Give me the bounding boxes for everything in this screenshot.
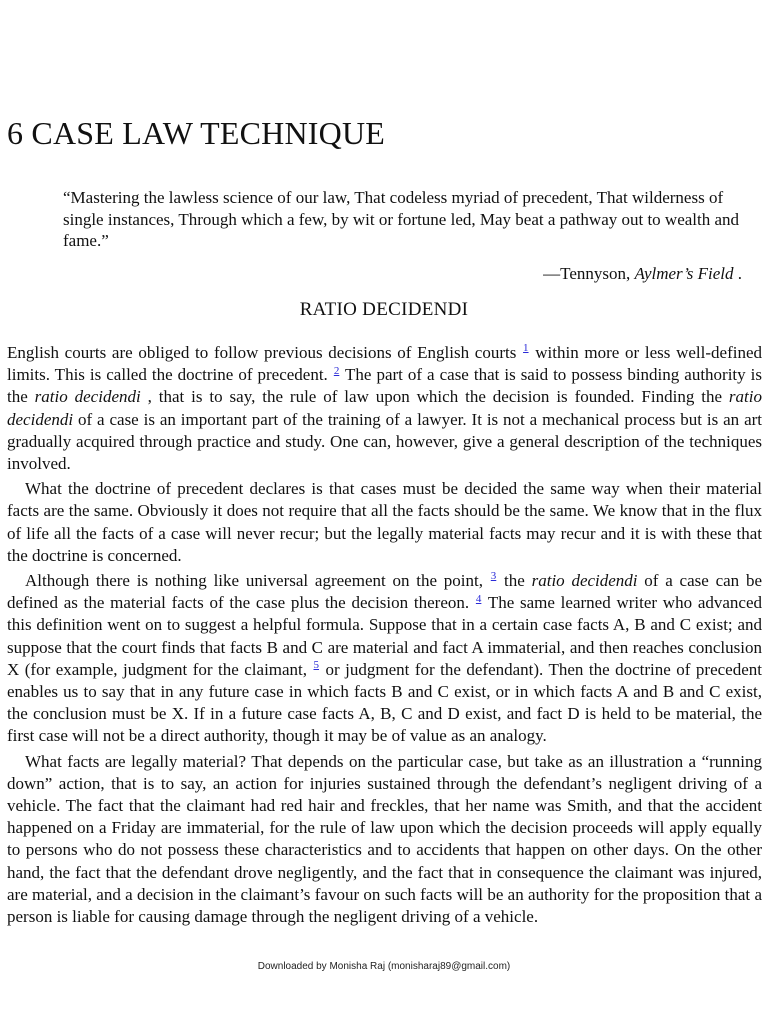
text-run: The same learned writer who advanced this definition went on to suggest a helpful formula. Suppose that in a certain case facts A, B and C exist; and suppose that the court finds that facts B and C are material and fact A immaterial, and then reaches conclusion X (for example, judgment for the claimant,: [7, 593, 763, 679]
section-heading: RATIO DECIDENDI: [299, 299, 469, 320]
text-run: Although there is nothing like universal agreement on the point,: [25, 571, 490, 591]
download-footer: Downloaded by Monisha Raj (monisharaj89@gmail.com): [257, 961, 511, 972]
footnote-link-1[interactable]: 1: [523, 342, 529, 355]
chapter-title: 6 CASE LAW TECHNIQUE: [7, 115, 386, 151]
italic-term: ratio decidendi: [34, 387, 141, 407]
italic-term: ratio decidendi: [7, 387, 762, 429]
epigraph-attribution: [543, 263, 742, 284]
text-run: the: [497, 571, 532, 591]
text-run: The part of a case that is said to possess binding authority is the: [7, 365, 762, 407]
footnote-link-4[interactable]: 4: [475, 592, 482, 605]
text-run: within more or less well-defined limits. This is called the doctrine of precedent.: [7, 343, 762, 385]
paragraph-2: What the doctrine of precedent declares is that cases must be decided the same way when their material facts are the same. Obviously it does not require that all the facts should be the same. We know that in the flux of life all the facts of a case will never recur; but the legally material facts may recur and it is with these that the doctrine is concerned.: [7, 479, 762, 565]
paragraph-4: What facts are legally material? That depends on the particular case, but take as an illustration a “running down” action, that is to say, an action for injuries sustained through the defendant’s negligent driving of a vehicle. The fact that the claimant had red hair and freckles, that her name was Smith, and that the accident happened on a Friday are immaterial, for the rule of law upon which the decision proceeds will apply equally to persons who do not possess these characteristics and to accidents that happen on other days. On the other hand, the fact that the defendant drove negligently, and the fact that in consequence the claimant was injured, are material, and a decision in the claimant’s favour on such facts will be an authority for the proposition that a person is liable for causing damage through the negligent driving of a vehicle.: [7, 751, 762, 927]
text-run: or judgment for the defendant). Then the doctrine of precedent enables us to say that in any future case in which facts B and C exist, or in which facts A and B and C exist, the conclusion must be X. If in a future case facts A, B, C and D exist, and fact D is held to be material, the first case will not be a direct authority, though it may be of value as an analogy.: [7, 659, 762, 746]
footnote-link-5[interactable]: 5: [313, 659, 320, 672]
attribution-work: Aylmer’s Field: [634, 264, 734, 283]
attribution-author: —Tennyson,: [543, 264, 635, 283]
paragraph-1: [7, 342, 762, 475]
footnote-link-3[interactable]: 3: [490, 570, 497, 583]
attribution-suffix: .: [733, 264, 742, 283]
paragraph-3: [7, 570, 762, 748]
text-run: of a case is an important part of the training of a lawyer. It is not a mechanical process but is an art gradually acquired through practice and study. One can, however, give a general description of the techniques involved.: [7, 409, 762, 474]
italic-term: ratio decidendi: [531, 571, 638, 591]
text-run: , that is to say, the rule of law upon which the decision is founded. Finding the: [140, 387, 729, 407]
body-text: [7, 342, 762, 931]
footnote-link-2[interactable]: 2: [333, 364, 340, 377]
epigraph-quote: “Mastering the lawless science of our law, That codeless myriad of precedent, That wilderness of single instances, Through which a few, by wit or fortune led, May beat a pathway out to wealth and fame.”: [63, 188, 740, 250]
text-run: English courts are obliged to follow previous decisions of English courts: [7, 343, 523, 362]
text-run: of a case can be defined as the material facts of the case plus the decision thereon.: [7, 571, 762, 613]
